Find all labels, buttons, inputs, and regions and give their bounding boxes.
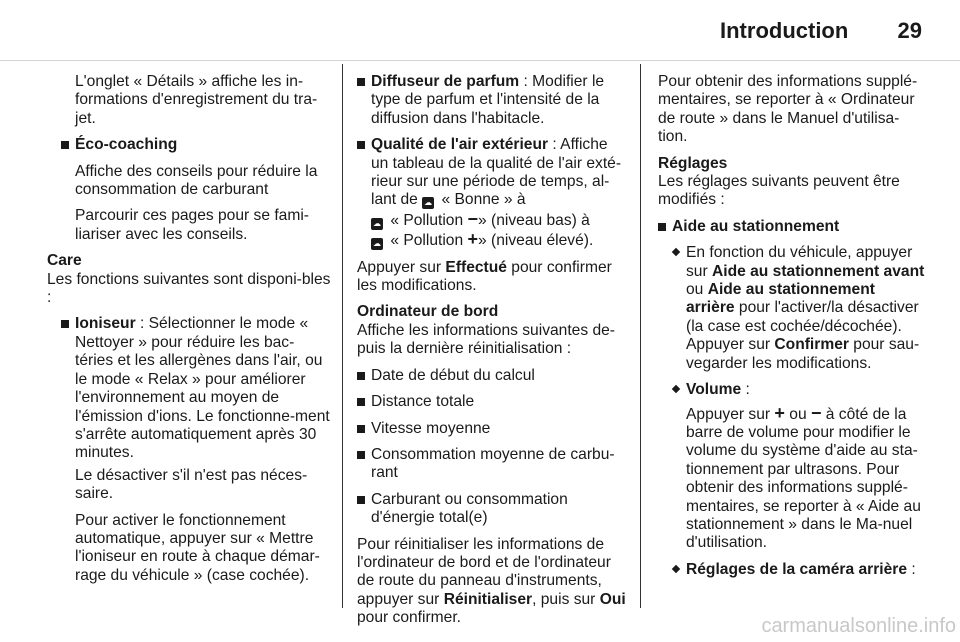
parking-aid-post: pour l'activer/la désactiver (la case est cochée/décochée). Appuyer sur bbox=[686, 299, 919, 354]
parking-aid-label: Aide au stationnement bbox=[672, 217, 840, 235]
column-divider-2 bbox=[640, 64, 641, 608]
volume-colon: : bbox=[741, 381, 750, 399]
effectue-label: Effectué bbox=[445, 258, 507, 276]
rear-camera-label: Réglages de la caméra arrière bbox=[686, 560, 908, 578]
square-bullet-icon bbox=[357, 398, 365, 406]
column-divider-1 bbox=[342, 64, 343, 608]
air-quality-high-pollution-icon: ☁ bbox=[373, 239, 381, 249]
pollution-low-text: « Pollution bbox=[386, 211, 468, 229]
watermark: carmanualsonline.info bbox=[761, 615, 956, 637]
list-item-diffuseur bbox=[357, 73, 627, 128]
column-3 bbox=[658, 73, 926, 587]
volume-ou: ou bbox=[784, 405, 811, 423]
trip-item-text: Vitesse moyenne bbox=[371, 419, 491, 437]
eco-coaching-label: Éco-coaching bbox=[75, 136, 178, 154]
care-heading: Care bbox=[47, 252, 82, 270]
diamond-bullet-icon bbox=[672, 385, 680, 393]
volume-text bbox=[686, 404, 926, 553]
list-item bbox=[357, 491, 627, 528]
rear-parking-aid-label: Aide au stationnement arrière bbox=[686, 281, 875, 317]
confirmer-label: Confirmer bbox=[774, 336, 849, 354]
ioniseur-label: Ioniseur bbox=[75, 315, 136, 333]
column-2 bbox=[357, 73, 627, 636]
sub-item-rear-camera bbox=[672, 561, 926, 579]
reset-post: pour confirmer. bbox=[357, 609, 462, 627]
volume-label: Volume bbox=[686, 381, 742, 399]
eco-coaching-text: Affiche des conseils pour réduire la consommation de carburant bbox=[75, 162, 318, 199]
trip-item-text: Distance totale bbox=[371, 393, 475, 411]
list-item-air-quality bbox=[357, 136, 627, 250]
ioniseur-text: : Sélectionner le mode « Nettoyer » pour réduire les bac-téries et les allergènes dans l'air, ou le mode « Relax » pour améliorer l'environnement au moyen de l'émission d'ions. Le fonctionne-ment s'arrête automatiquement après 30 minutes. bbox=[75, 315, 330, 462]
minus-icon: − bbox=[467, 208, 479, 229]
list-item bbox=[357, 446, 627, 483]
parking-aid-end: pour sau-vegarder les modifications. bbox=[686, 336, 920, 372]
ioniseur-auto-text: Pour activer le fonctionnement automatique, appuyer sur « Mettre l'ioniseur en route à chaque démar-rage du véhicule » (case cochée). bbox=[75, 511, 320, 584]
list-item bbox=[357, 367, 627, 385]
plus-icon: + bbox=[467, 229, 479, 250]
list-item bbox=[357, 420, 627, 438]
settings-heading: Réglages bbox=[658, 154, 728, 172]
confirm-text bbox=[357, 259, 627, 296]
plus-icon: + bbox=[774, 402, 785, 423]
page-number: 29 bbox=[897, 18, 922, 43]
air-quality-low-pollution-icon: ☁ bbox=[373, 218, 381, 228]
air-quality-text: : Affiche un tableau de la qualité de l'air exté-rieur sur une période de temps, al-lant de bbox=[371, 136, 622, 209]
trip-item-text: Carburant ou consommation d'énergie total(e) bbox=[371, 490, 568, 527]
sub-item-volume bbox=[672, 381, 926, 399]
ioniseur-disable-text: Le désactiver s'il n'est pas néces-saire. bbox=[75, 466, 308, 503]
square-bullet-icon bbox=[658, 223, 666, 231]
oui-label: Oui bbox=[599, 590, 626, 608]
header-rule bbox=[0, 60, 960, 61]
trip-computer-reference-text: Pour obtenir des informations supplé-mentaires, se reporter à « Ordinateur de route » dans le Manuel d'utilisa-tion. bbox=[658, 73, 918, 146]
diffuseur-text: : Modifier le type de parfum et l'intensité de la diffusion dans l'habitacle. bbox=[371, 73, 605, 127]
pollution-high-level-text: » (niveau élevé). bbox=[478, 232, 594, 250]
care-intro: Les fonctions suivantes sont disponi-bles : bbox=[47, 270, 331, 307]
square-bullet-icon bbox=[357, 141, 365, 149]
list-item-ioniseur bbox=[61, 315, 331, 462]
list-item-parking-aid bbox=[658, 218, 926, 236]
pollution-low-level-text: » (niveau bas) à bbox=[478, 211, 590, 229]
rear-camera-colon: : bbox=[907, 560, 916, 578]
parking-aid-pre: En fonction du véhicule, appuyer sur bbox=[686, 244, 913, 280]
column-1 bbox=[47, 73, 331, 593]
air-quality-label: Qualité de l'air extérieur bbox=[371, 136, 549, 154]
square-bullet-icon bbox=[61, 141, 69, 149]
volume-pre: Appuyer sur bbox=[686, 405, 775, 423]
confirm-post: pour confirmer les modifications. bbox=[357, 258, 612, 295]
volume-post: à côté de la barre de volume pour modifier le volume du système d'aide au sta-tionnement par ultrasons. Pour obtenir des informations supplé-mentaires, se reporter à « Aide au stationnement » dans le Ma-nuel d'utilisation. bbox=[686, 405, 921, 552]
trip-computer-intro: Affiche les informations suivantes de-puis la dernière réinitialisation : bbox=[357, 321, 616, 358]
header-title: Introduction bbox=[720, 18, 849, 43]
reset-mid: , puis sur bbox=[532, 590, 600, 608]
list-item bbox=[357, 393, 627, 411]
reset-pre: Pour réinitialiser les informations de l'ordinateur de bord et de l'ordinateur de route du panneau d'instruments, appuyer sur bbox=[357, 535, 611, 608]
front-parking-aid-label: Aide au stationnement avant bbox=[712, 262, 925, 280]
square-bullet-icon bbox=[357, 425, 365, 433]
list-item-eco-coaching bbox=[61, 136, 331, 154]
details-tab-text: L'onglet « Détails » affiche les in-formations d'enregistrement du tra-jet. bbox=[75, 73, 318, 127]
settings-intro: Les réglages suivants peuvent être modifiés : bbox=[658, 173, 900, 209]
square-bullet-icon bbox=[357, 451, 365, 459]
reinitialiser-label: Réinitialiser bbox=[443, 590, 533, 608]
diffuseur-label: Diffuseur de parfum bbox=[371, 73, 520, 90]
pollution-high-text: « Pollution bbox=[386, 232, 468, 250]
square-bullet-icon bbox=[357, 496, 365, 504]
parking-aid-mid: ou bbox=[686, 281, 708, 299]
diamond-bullet-icon bbox=[672, 565, 680, 573]
trip-item-text: Date de début du calcul bbox=[371, 366, 535, 384]
diamond-bullet-icon bbox=[672, 248, 680, 256]
eco-coaching-browse-text: Parcourir ces pages pour se fami-liariser avec les conseils. bbox=[75, 207, 310, 243]
square-bullet-icon bbox=[61, 320, 69, 328]
square-bullet-icon bbox=[357, 78, 365, 86]
square-bullet-icon bbox=[357, 372, 365, 380]
air-quality-good-icon: ☁ bbox=[424, 198, 433, 208]
reset-text bbox=[357, 536, 627, 628]
trip-computer-heading: Ordinateur de bord bbox=[357, 303, 499, 321]
confirm-pre: Appuyer sur bbox=[357, 258, 446, 276]
minus-icon: − bbox=[810, 402, 822, 423]
sub-item-parking-aid-toggle bbox=[672, 244, 926, 373]
air-quality-good-text: « Bonne » à bbox=[437, 191, 526, 209]
trip-item-text: Consommation moyenne de carbu-rant bbox=[371, 445, 615, 482]
